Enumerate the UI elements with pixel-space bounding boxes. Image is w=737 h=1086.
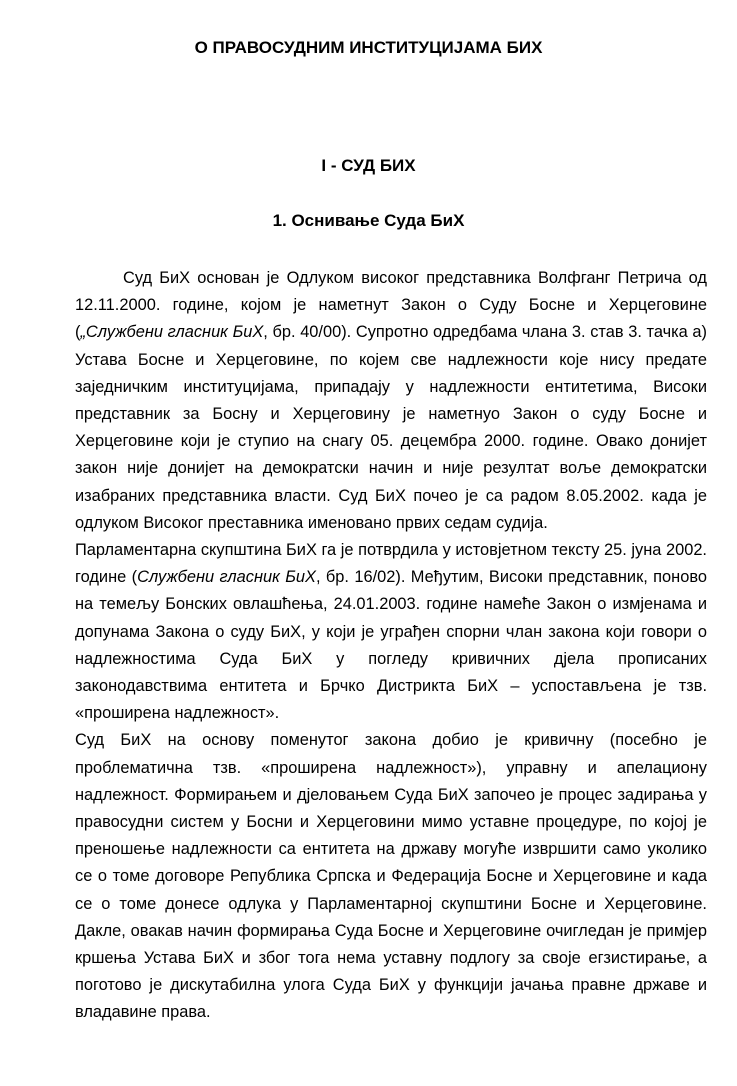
paragraph-1-text-b: , бр. 40/00). Супротно одредбама члана 3. став 3. тачка а) Устава Босне и Херцеговине, по којем све надлежности које нису предате заједничким институцијама, припадају у надлежности ентитетима, Високи представник за Босну и Херцеговину је наметнуо Закон о суду Босне и Херцеговине који је ступио на снагу 05. децембра 2000. године. Овако донијет закон није донијет на демократски начин и није резултат воље демократски изабраних представника власти. Суд БиХ почео је са радом 8.05.2002. када је одлуком Високог преставника именовано првих седам судија. (75, 323, 707, 532)
body-text (75, 265, 707, 1027)
paragraph-3: Суд БиХ на основу поменутог закона добио је кривичну (посебно је проблематична тзв. «проширена надлежност»), управну и апелациону надлежност. Формирањем и дјеловањем Суда БиХ започео је процес задирања у правосудни систем у Босни и Херцеговини мимо уставне процедуре, по којој је преношење надлежности са ентитета на државу могуће извршити само уколико се о томе договоре Република Српска и Федерација Босне и Херцеговине и када се о томе донесе одлука у Парламентарној скупштини Босне и Херцеговине. Дакле, овакав начин формирања Суда Босне и Херцеговине очигледан је примјер кршења Устава БиХ и због тога нема уставну подлогу за своје егзистирање, а поготово је дискутабилна улога Суда БиХ у функцији јачања правне државе и владавине права. (75, 731, 707, 1022)
sub-heading: 1. Оснивање Суда БиХ (272, 211, 465, 230)
paragraph-2-italic: Службени гласник БиХ (137, 568, 316, 587)
paragraph-1 (75, 265, 707, 537)
paragraph-1-italic: „Службени гласник БиХ (80, 323, 264, 342)
paragraph-2 (75, 537, 707, 727)
paragraph-2-text-b: , бр. 16/02). Међутим, Високи представник, поново на темељу Бонских овлашћења, 24.01.2003. године намеће Закон о измјенама и допунама Закона о суду БиХ, у који је уграђен спорни члан закона који говори о надлежностима Суда БиХ у погледу кривичних дјела прописаних законодавствима ентитета и Брчко Дистрикта БиХ – успостављена је тзв. «проширена надлежност». (75, 568, 707, 723)
paragraph-2-text-a: Парламентарна скупштина БиХ га је потврдила у истовјетном тексту 25. јуна 2002. године ( (75, 541, 707, 587)
section-heading: I - СУД БИХ (321, 156, 416, 175)
document-title: О ПРАВОСУДНИМ ИНСТИТУЦИЈАМА БИХ (194, 38, 543, 57)
paragraph-1-text-a: Суд БиХ основан је Одлуком високог представника Волфганг Петрича од 12.11.2000. године, којом је наметнут Закон о Суду Босне и Херцеговине ( (75, 269, 707, 342)
